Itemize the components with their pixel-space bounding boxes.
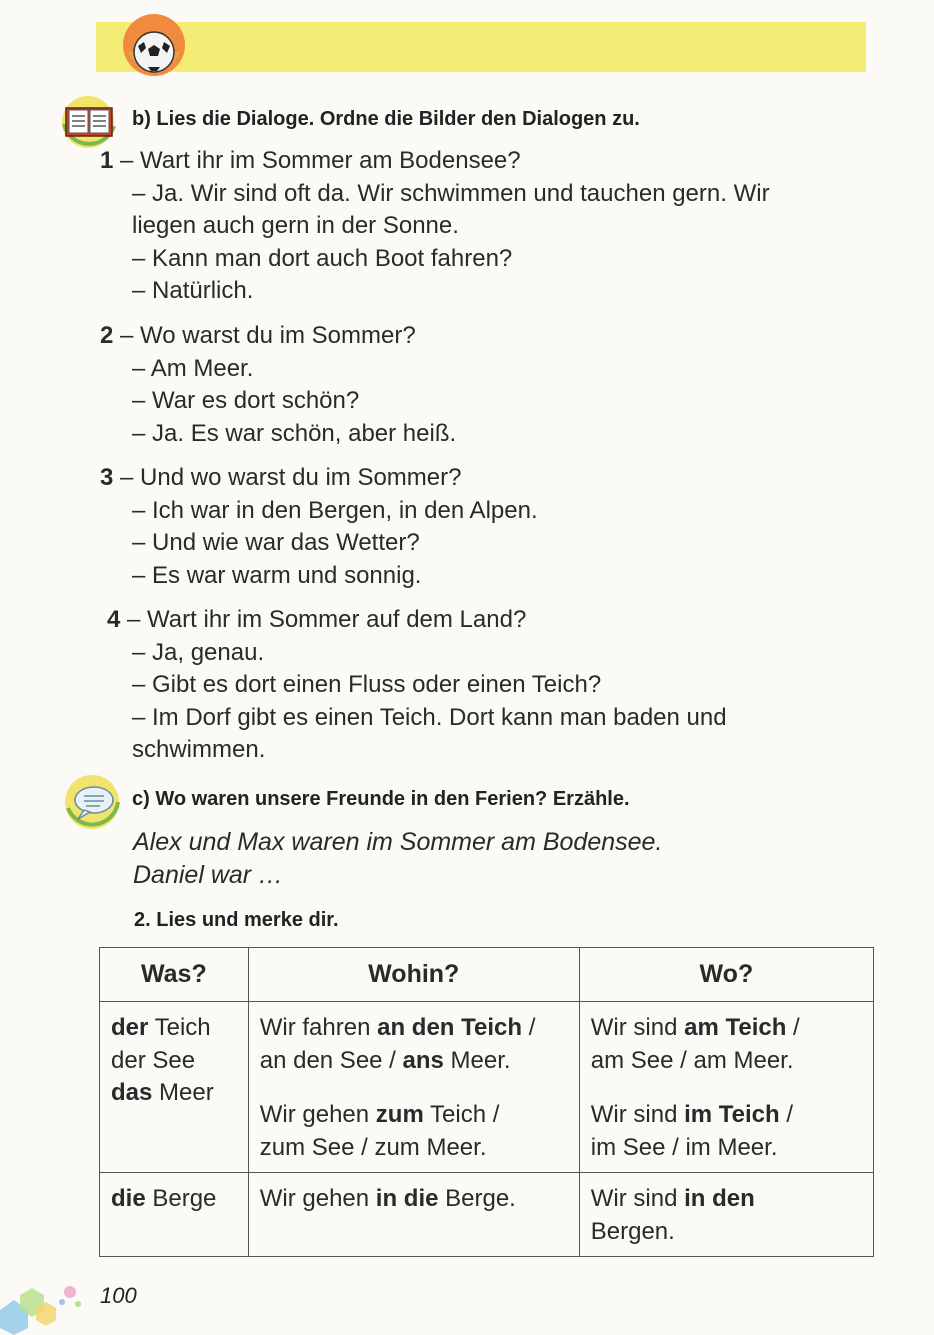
dialog-number: 4: [107, 606, 121, 633]
bold-run: zum: [375, 1101, 424, 1128]
table-row: [100, 1002, 874, 1173]
noun: Meer: [152, 1079, 214, 1106]
dialog-number: 3: [100, 464, 114, 491]
dialog-text: – Wart ihr im Sommer auf dem Land?: [127, 606, 527, 633]
text-run: Wir gehen: [259, 1101, 376, 1128]
example-line: Daniel war …: [133, 861, 284, 889]
phrase-line: [260, 1012, 571, 1045]
article: die: [111, 1185, 146, 1212]
noun-entry: [111, 1045, 240, 1078]
article: das: [111, 1079, 153, 1106]
text-run: Wir gehen: [259, 1185, 376, 1212]
dialog-1: [100, 145, 870, 308]
speech-bubble-icon: [62, 772, 122, 832]
grammar-table: [99, 947, 874, 1257]
noun: Berge: [145, 1185, 217, 1212]
dialog-line: – Ja. Wir sind oft da. Wir schwimmen und tauchen gern. Wir: [132, 179, 770, 207]
text-run: Wir sind: [590, 1185, 685, 1212]
text-run: im See / im Meer.: [590, 1133, 778, 1161]
text-run: zum See / zum Meer.: [259, 1133, 487, 1161]
text-run: am See / am Meer.: [590, 1046, 794, 1074]
dialog-line: – Natürlich.: [132, 277, 254, 304]
text-run: Bergen.: [590, 1217, 675, 1245]
text-run: Berge.: [438, 1185, 516, 1212]
text-run: an den See /: [259, 1046, 403, 1074]
text-run: Wir sind: [590, 1014, 685, 1041]
text-run: Wir sind: [590, 1101, 685, 1128]
bold-run: in die: [375, 1185, 439, 1212]
column-header-wohin: Wohin?: [248, 948, 579, 1002]
text-run: Teich /: [423, 1101, 500, 1128]
dialog-line: [100, 145, 870, 178]
table-cell-wo: [579, 1002, 873, 1173]
dialog-number: 1: [100, 147, 114, 174]
corner-decoration-icon: [0, 1270, 90, 1335]
dialog-line: – Ich war in den Bergen, in den Alpen.: [132, 496, 538, 524]
bold-run: im Teich: [684, 1101, 780, 1128]
column-header-wo: Wo?: [579, 948, 873, 1002]
dialog-line: liegen auch gern in der Sonne.: [132, 212, 459, 239]
table-cell-wohin: [248, 1173, 579, 1257]
table-cell-was: [100, 1002, 249, 1173]
dialog-text: – Wart ihr im Sommer am Bodensee?: [120, 147, 521, 174]
dialog-line: schwimmen.: [132, 736, 266, 763]
noun: der See: [111, 1046, 196, 1074]
dialog-number: 2: [100, 322, 114, 349]
article: der: [111, 1014, 149, 1041]
text-run: /: [522, 1014, 536, 1041]
bold-run: in den: [684, 1185, 755, 1212]
bold-run: am Teich: [684, 1014, 787, 1041]
noun-entry: [111, 1012, 240, 1045]
table-cell-wohin: [248, 1002, 579, 1173]
dialog-line: – War es dort schön?: [132, 387, 360, 414]
phrase-line: [591, 1132, 865, 1165]
noun-entry: [111, 1183, 240, 1216]
text-run: /: [786, 1014, 800, 1041]
table-cell-was: [100, 1173, 249, 1257]
phrase-line: [260, 1045, 571, 1078]
dialog-line: – Ja, genau.: [132, 638, 265, 666]
dialog-line: – Im Dorf gibt es einen Teich. Dort kann man baden und: [132, 703, 727, 731]
task-c-heading: c) Wo waren unsere Freunde in den Ferien? Erzähle.: [132, 788, 630, 810]
noun: Teich: [148, 1014, 211, 1041]
table-row: [100, 1173, 874, 1257]
column-header-was: Was?: [100, 948, 249, 1002]
phrase-line: [591, 1099, 865, 1132]
page-number: 100: [100, 1283, 137, 1308]
soccer-ball-icon: [120, 12, 188, 78]
example-text: [133, 826, 662, 892]
dialog-line: – Kann man dort auch Boot fahren?: [132, 244, 513, 272]
phrase-line: [260, 1183, 571, 1216]
spacer: [260, 1077, 571, 1099]
dialog-line: [100, 320, 870, 353]
dialog-line: – Und wie war das Wetter?: [132, 529, 420, 556]
text-run: /: [779, 1101, 794, 1128]
dialog-4: [107, 604, 870, 767]
dialog-text: – Und wo warst du im Sommer?: [120, 464, 462, 491]
bold-run: ans: [402, 1046, 444, 1074]
table-header-row: [100, 948, 874, 1002]
task-b-heading: b) Lies die Dialoge. Ordne die Bilder den Dialogen zu.: [132, 108, 640, 130]
bold-run: an den Teich: [377, 1014, 523, 1041]
header-bar: [96, 22, 866, 72]
phrase-line: [591, 1216, 865, 1249]
dialog-line: – Am Meer.: [132, 354, 254, 382]
table-cell-wo: [579, 1173, 873, 1257]
noun-entry: [111, 1077, 240, 1110]
phrase-line: [591, 1012, 865, 1045]
task-2-heading: 2. Lies und merke dir.: [134, 909, 339, 931]
dialog-line: [107, 604, 870, 637]
dialog-line: – Es war warm und sonnig.: [132, 561, 422, 589]
phrase-line: [260, 1132, 571, 1165]
phrase-line: [260, 1099, 571, 1132]
open-book-icon: [60, 94, 120, 150]
phrase-line: [591, 1183, 865, 1216]
spacer: [591, 1077, 865, 1099]
dialog-line: – Gibt es dort einen Fluss oder einen Teich?: [132, 671, 602, 698]
example-line: Alex und Max waren im Sommer am Bodensee.: [133, 828, 663, 856]
dialog-2: [100, 320, 870, 450]
text-run: Meer.: [443, 1046, 511, 1074]
dialog-line: – Ja. Es war schön, aber heiß.: [132, 419, 457, 447]
phrase-line: [591, 1045, 865, 1078]
dialog-line: [100, 462, 870, 495]
dialog-text: – Wo warst du im Sommer?: [120, 322, 416, 349]
text-run: Wir fahren: [259, 1014, 378, 1041]
dialog-3: [100, 462, 870, 592]
